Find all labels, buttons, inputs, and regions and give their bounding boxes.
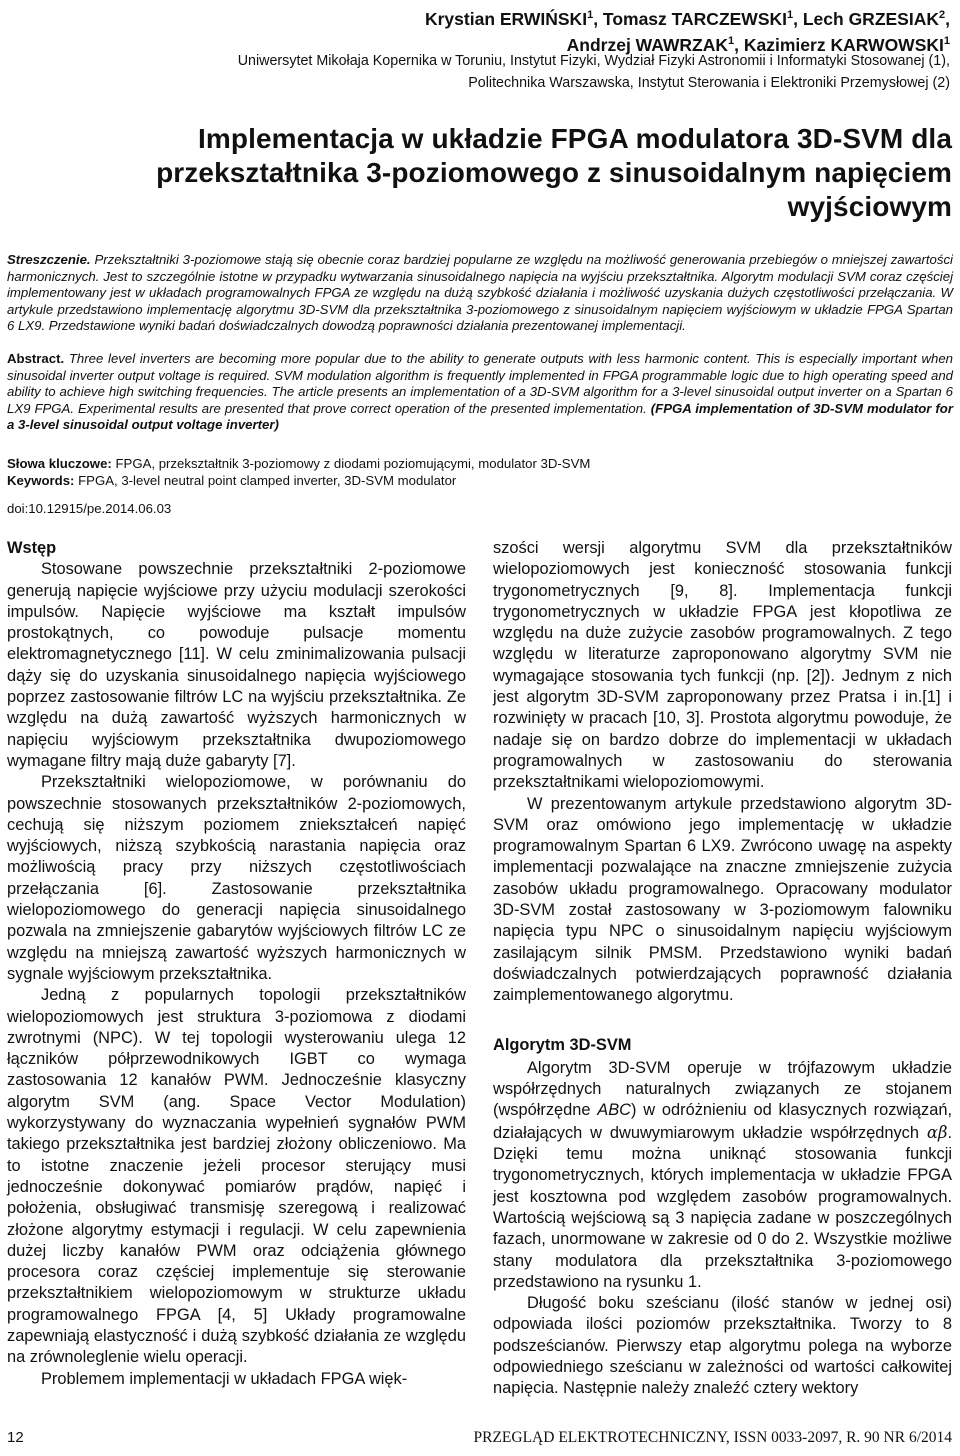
intro-continuation: szości wersji algorytmu SVM dla przekształtników wielopoziomowych jest konieczność stosowania funkcji trygonometrycznych [9, 8]. Implementacja funkcji trygonometrycznych w układzie FPGA jest kłopotliwa ze względu na duże zużycie zasobów programowalnych. Z tego względu w literaturze zaproponowano algorytmy SVM nie wymagające stosowania tych funkcji (np. [2]). Jednym z nich jest algorytm 3D-SVM zaproponowany przez Pratsa i in.[1] i rozwinięty w pracach [10, 3]. Prostota algorytmu powoduje, że nadaje się on bardzo dobrze do implementacji w układach programowalnych w zastosowaniu do sterowania przekształtnikami wielopoziomowymi. bbox=[493, 539, 952, 792]
section-heading-algorithm: Algorytm 3D-SVM bbox=[493, 1035, 632, 1054]
author-name: Lech GRZESIAK bbox=[802, 8, 939, 29]
intro-paragraph-3: Jedną z popularnych topologii przekształtników wielopoziomowych jest struktura 3-poziomowa z diodami zwrotnymi (NPC). W tej topologii wysterowaniu ulega 12 łączników półprzewodnikowych IGBT co wymaga zastosowania 12 kanałów PWM. Jednocześnie klasyczny algorytm SVM (ang. Space Vector Modulation) wykorzystywany do wyznaczania wypełnień sygnałów PWM takiego przekształtnika jest bardziej złożony obliczeniowo. Ma to istotne znaczenie jeżeli procesor sterujący musi jednocześnie dokonywać pomiarów prądów, napięć i położenia, obsługiwać transmisję szeregową i realizować złożone algorytmy estymacji i regulacji. W celu zapewnienia dużej liczby kanałów PWM oraz odciążenia głównego procesora coraz częściej implementuje się sterowanie przekształtnikiem wielopoziomowym w strukturze układu programowalnego FPGA [4, 5] Układy programowalne zapewniają elastyczność i dużą szybkość działania ze względu na zrównoleglenie wielu operacji. bbox=[7, 986, 466, 1367]
affiliations bbox=[50, 50, 950, 94]
alpha-beta-symbol: αβ bbox=[926, 1122, 948, 1142]
keywords-pl-text: FPGA, przekształtnik 3-poziomowy z diodami poziomującymi, modulator 3D-SVM bbox=[115, 456, 591, 471]
author-line-1 bbox=[250, 4, 950, 30]
algorithm-text-c: . Dzięki temu można uniknąć stosowania funkcji trygonometrycznych, których implementacja w układzie FPGA jest kosztowna pod względem zasobów programowalnych. Wartością wejściową są 3 napięcia zadane w poszczególnych fazach, unormowane w zakresie od 0 do 2. Wszystkie możliwe stany modulatora dla przekształtnika 3-poziomowego przedstawiono na rysunku 1. bbox=[493, 1123, 952, 1291]
affiliation-2: Politechnika Warszawska, Instytut Sterowania i Elektroniki Przemysłowej (2) bbox=[468, 75, 950, 91]
keywords-english bbox=[7, 473, 953, 490]
abstract-pl-label: Streszczenie. bbox=[7, 252, 91, 267]
affiliation-marker: 1 bbox=[943, 34, 950, 47]
section-heading-intro: Wstęp bbox=[7, 539, 57, 557]
affiliation-marker: 1 bbox=[587, 9, 594, 21]
author-list bbox=[250, 4, 950, 56]
keywords-block bbox=[7, 456, 953, 489]
intro-paragraph-4: Problemem implementacji w układach FPGA więk- bbox=[41, 1369, 408, 1388]
author-name: Kazimierz KARWOWSKI bbox=[743, 34, 944, 55]
page-footer bbox=[7, 1428, 952, 1448]
affiliation-marker: 2 bbox=[939, 9, 946, 21]
abstract-pl-text: Przekształtniki 3-poziomowe stają się obecnie coraz bardziej popularne ze względu na możliwość generowania przebiegów o mniejszej zawartości harmonicznych. Jest to szczególnie istotne w przypadku wytwarzania sinusoidalnego napięcia na wyjściu przekształtnika. Algorytm modulacji SVM coraz częściej implementowany jest w układach programowalnych FPGA ze względu na dużą szybkość działania i możliwość uzyskania dużych częstotliwości przełączania. W artykule przedstawiono implementację algorytmu 3D-SVM dla przekształtnika 3-poziomowego z sinusoidalnym napięciem wyjściowym w układzie FPGA Spartan 6 LX9. Przedstawione wyniki badań doświadczalnych dowodzą poprawności działania prezentowanej implementacji. bbox=[7, 252, 953, 334]
paper-title bbox=[32, 122, 952, 224]
author-separator: , bbox=[945, 8, 950, 29]
keywords-polish bbox=[7, 456, 953, 473]
intro-paragraph-1 bbox=[7, 538, 466, 772]
keywords-pl-label: Słowa kluczowe: bbox=[7, 456, 112, 471]
affiliation-marker: 1 bbox=[728, 34, 735, 47]
abstract-polish bbox=[7, 252, 953, 335]
affiliation-1: Uniwersytet Mikołaja Kopernika w Toruniu, Instytut Fizyki, Wydział Fizyki Astronomii i Informatyki Stosowanej (1), bbox=[237, 53, 950, 69]
intro-paragraph-2: Przekształtniki wielopoziomowe, w porównaniu do powszechnie stosowanych przekształtników 2-poziomowych, cechują się niższym poziomem zniekształceń napięć wyjściowych, niższą szybkością narastania napięcia oraz możliwością pracy przy niższych częstotliwościach przełączania [6]. Zastosowanie przekształtnika wielopoziomowego do generacji napięcia sinusoidalnego pozwala na zmniejszenie gabarytów wyjściowych filtrów LC ze względu na mniejszą zawartość wyższych harmonicznych w sygnale wyjściowym przekształtnika. bbox=[7, 773, 466, 983]
author-name: Tomasz TARCZEWSKI bbox=[602, 8, 787, 29]
right-column bbox=[493, 538, 952, 1400]
abstract-english bbox=[7, 351, 953, 434]
author-name: Andrzej WAWRZAK bbox=[566, 34, 729, 55]
author-separator: , bbox=[593, 8, 603, 29]
title-line-2: przekształtnika 3-poziomowego z sinusoidalnym napięciem bbox=[156, 157, 952, 188]
author-separator: , bbox=[734, 34, 744, 55]
keywords-en-text: FPGA, 3-level neutral point clamped inverter, 3D-SVM modulator bbox=[78, 472, 457, 488]
intro-paragraph-1-body: Stosowane powszechnie przekształtniki 2-poziomowe generują napięcie wyjściowe przy użyciu modulacji szerokości impulsów. Napięcie wyjściowe ma kształt impulsów prostokątnych, co powoduje pulsacje momentu elektromagnetycznego [11]. W celu zminimalizowania pulsacji dąży się do uzyskania sinusoidalnego napięcia wyjściowego poprzez zastosowanie filtrów LC na wyjściu przekształtnika. Ze względu na dużą zawartość wyższych harmonicznych w napięciu wyjściowym przekształtnika dwupoziomowego wymagane filtry mają duże gabaryty [7]. bbox=[7, 560, 466, 770]
algorithm-text-b: ) w odróżnieniu od klasycznych rozwiązań, działających w dwuwymiarowym układzie współrzędnych bbox=[493, 1101, 952, 1142]
abstract-en-title: (FPGA implementation of 3D-SVM modulator for a 3-level sinusoidal output voltage inverter) bbox=[7, 400, 953, 433]
title-line-1: Implementacja w układzie FPGA modulatora 3D-SVM dla bbox=[197, 123, 952, 154]
affiliation-marker: 1 bbox=[787, 9, 794, 21]
journal-name: PRZEGLĄD ELEKTROTECHNICZNY, ISSN 0033-2097, R. 90 NR 6/2014 bbox=[473, 1429, 952, 1446]
keywords-en-label: Keywords: bbox=[7, 472, 75, 488]
intro-paragraph-5: W prezentowanym artykule przedstawiono algorytm 3D-SVM oraz omówiono jego implementację w układzie programowalnym Spartan 6 LX9. Zwrócono uwagę na aspekty implementacji pozwalające na znaczne zmniejszenie zużycia zasobów układu programowalnego. Opracowany modulator 3D-SVM został zastosowany w 3-poziomowym falowniku napięcia typu NPC o sinusoidalnym napięciu wyjściowym zasilającym silnik PMSM. Przedstawiono wyniki badań doświadczalnych potwierdzających poprawność działania zaimplementowanego algorytmu. bbox=[493, 794, 952, 1005]
left-column bbox=[7, 538, 466, 1390]
page-number: 12 bbox=[7, 1429, 24, 1446]
abc-term: ABC bbox=[597, 1101, 631, 1120]
abstract-en-label: Abstract. bbox=[7, 350, 65, 366]
doi: doi:10.12915/pe.2014.06.03 bbox=[7, 501, 172, 516]
algorithm-paragraph-1 bbox=[493, 1058, 952, 1293]
title-line-3: wyjściowym bbox=[787, 191, 952, 222]
abstract-en-text: Three level inverters are becoming more popular due to the ability to generate outputs with less harmonic content. This is especially important when sinusoidal inverter output voltage is required. SVM modulation algorithm is frequently implemented in FPGA programmable logic due to high operating speed and ability to achieve high switching frequencies. The article presents an implementation of a 3D-SVM algorithm for a 3-level sinusoidal output inverter on a Spartan 6 LX9 FPGA. Experimental results are presented that prove correct operation of the presented implementation. bbox=[7, 350, 953, 416]
author-separator: , bbox=[793, 8, 803, 29]
algorithm-paragraph-2: Długość boku sześcianu (ilość stanów w jednej osi) odpowiada ilości poziomów przekształtnika. Tworzy to 8 podsześcianów. Pierwszy etap algorytmu polega na wyborze odpowiedniego sześcianu w zależności od wartości całkowitej napięcia. Następnie należy znaleźć cztery wektory bbox=[493, 1294, 952, 1398]
abstract-block bbox=[7, 252, 953, 434]
algorithm-text-a: Algorytm 3D-SVM operuje w trójfazowym układzie współrzędnych naturalnych związanych ze stojanem (współrzędne bbox=[493, 1058, 952, 1120]
author-name: Krystian ERWIŃSKI bbox=[424, 8, 588, 29]
